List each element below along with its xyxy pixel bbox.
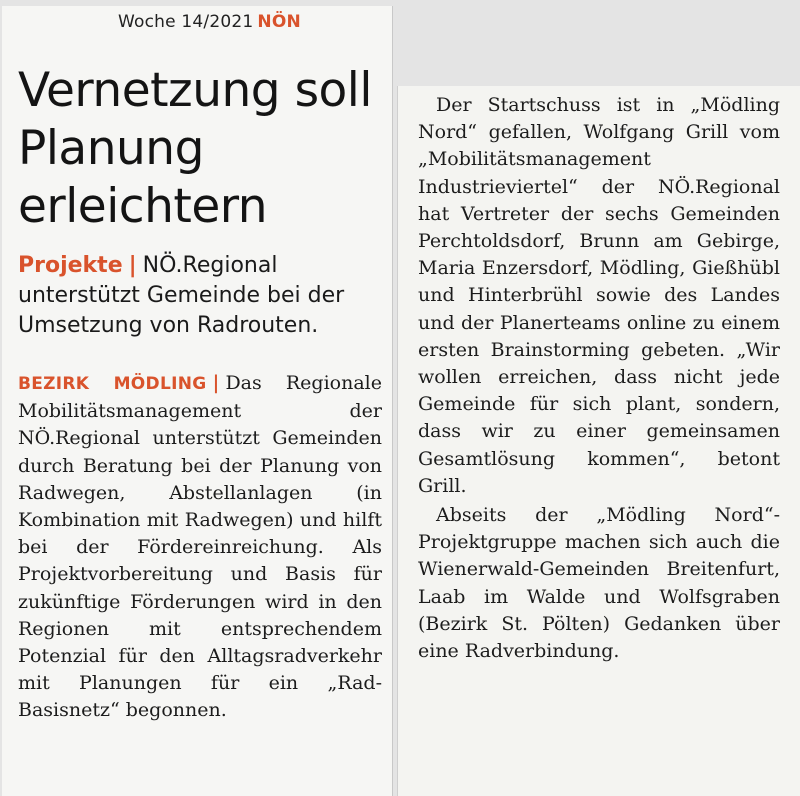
left-column bbox=[18, 370, 382, 725]
body-paragraph-1: Der Startschuss ist in „Mödling Nord“ gefallen, Wolfgang Grill vom „Mobilitätsmanagement Industrieviertel“ der NÖ.Regional hat Vertreter der sechs Gemeinden Perchtoldsdorf, Brunn am Gebirge, Maria Enzersdorf, Mödling, Gießhübl und Hinterbrühl sowie des Landes und der Planerteams online zu einem ersten Brainstorming gebeten. „Wir wollen erreichen, dass nicht jede Gemeinde für sich plant, sondern, dass wir zu einer gemeinsamen Gesamtlösung kommen“, betont Grill. bbox=[418, 94, 780, 497]
rubric-label: Projekte bbox=[18, 253, 123, 278]
body-paragraph-2: Abseits der „Mödling Nord“-Projektgruppe machen sich auch die Wienerwald-Gemeinden Breitenfurt, Laab im Walde und Wolfsgraben (Bezirk St. Pölten) Gedanken über eine Radverbindung. bbox=[418, 504, 780, 663]
intro-paragraph bbox=[18, 370, 382, 725]
rubric-separator: | bbox=[128, 253, 137, 278]
subhead-text: NÖ.Regional unterstützt Gemeinde bei der Umsetzung von Radrouten. bbox=[18, 253, 345, 338]
issue-label: Woche 14/2021 bbox=[118, 12, 254, 32]
headline: Vernetzung soll Planung erleichtern bbox=[18, 63, 372, 234]
issue-header bbox=[118, 12, 301, 32]
dateline: BEZIRK MÖDLING bbox=[18, 374, 207, 394]
dateline-separator: | bbox=[212, 372, 220, 394]
intro-text: Das Regionale Mobilitätsmanagement der NÖ.Regional unterstützt Gemeinden durch Beratung bei der Planung von Radwegen, Abstellanlagen (in Kombination mit Radwegen) und hilft bei der Fördereinreichung. Als Projektvorbereitung und Basis für zukünftige Förderungen wird in den Regionen mit entsprechendem Potenzial für den Alltagsradverkehr mit Planungen für ein „Rad-Basisnetz“ begonnen. bbox=[18, 372, 382, 722]
right-column bbox=[418, 92, 780, 665]
brand-logo: NÖN bbox=[257, 12, 301, 32]
subheadline bbox=[18, 251, 380, 341]
